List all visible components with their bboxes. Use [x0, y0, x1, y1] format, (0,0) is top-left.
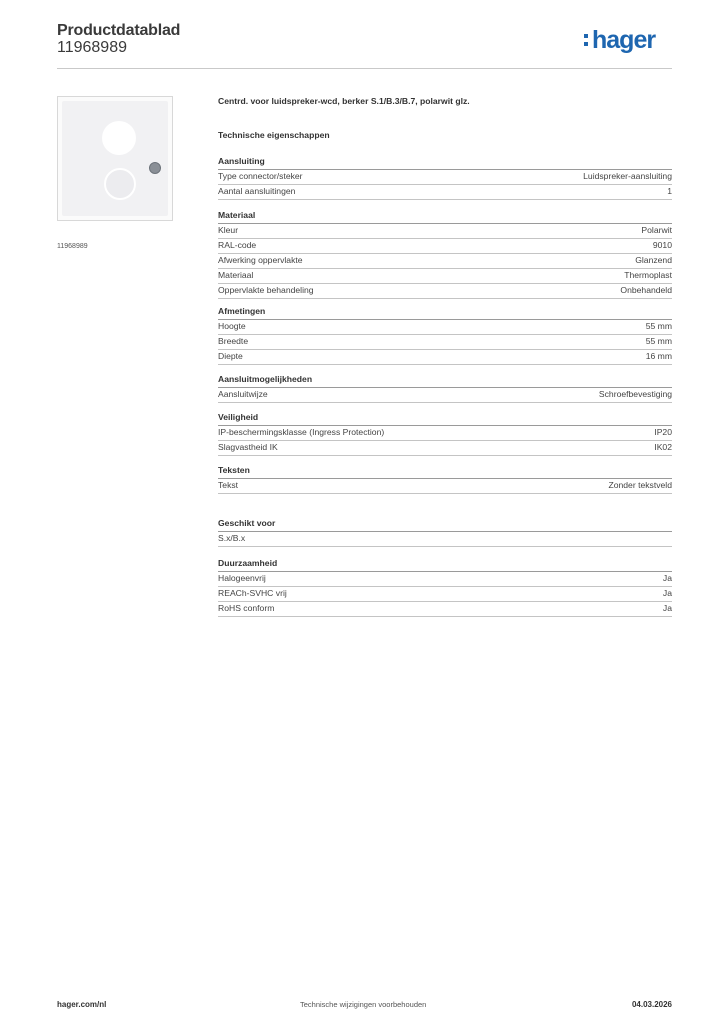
property-label: Aantal aansluitingen	[218, 186, 296, 196]
property-row	[218, 320, 672, 335]
property-row	[218, 388, 672, 403]
property-row	[218, 239, 672, 254]
property-row	[218, 350, 672, 365]
property-row	[218, 441, 672, 456]
section-aansluitmogelijkheden	[218, 373, 672, 403]
property-value: IP20	[654, 427, 672, 437]
property-label: RoHS conform	[218, 603, 275, 613]
section-title: Afmetingen	[218, 305, 672, 320]
property-row	[218, 572, 672, 587]
property-value: Thermoplast	[624, 270, 672, 280]
section-title: Aansluitmogelijkheden	[218, 373, 672, 388]
property-value: Luidspreker-aansluiting	[583, 171, 672, 181]
property-row	[218, 185, 672, 200]
speaker-hole-icon	[102, 121, 136, 155]
footer-disclaimer: Technische wijzigingen voorbehouden	[300, 1000, 427, 1009]
property-label: S.x/B.x	[218, 533, 246, 543]
section-aansluiting	[218, 155, 672, 200]
section-title: Veiligheid	[218, 411, 672, 426]
property-label: IP-beschermingsklasse (Ingress Protection)	[218, 427, 385, 437]
footer-date: 04.03.2026	[631, 1000, 672, 1009]
property-label: Oppervlakte behandeling	[218, 285, 314, 295]
property-value: Zonder tekstveld	[608, 480, 672, 490]
property-row	[218, 532, 672, 547]
page-title: Productdatablad	[57, 22, 181, 39]
property-value: 16 mm	[645, 351, 672, 361]
property-row	[218, 170, 672, 185]
property-label: RAL-code	[218, 240, 257, 250]
logo-dots-icon	[584, 34, 589, 50]
property-value: Glanzend	[635, 255, 672, 265]
section-veiligheid	[218, 411, 672, 456]
property-label: Hoogte	[218, 321, 246, 331]
section-title: Teksten	[218, 464, 672, 479]
property-value: Ja	[662, 573, 672, 583]
section-duurzaamheid	[218, 557, 672, 617]
property-label: Materiaal	[218, 270, 254, 280]
property-row	[218, 587, 672, 602]
footer-website-link[interactable]: hager.com/nl	[57, 1000, 107, 1009]
section-teksten	[218, 464, 672, 494]
property-value: Polarwit	[641, 225, 672, 235]
property-row	[218, 602, 672, 617]
section-title: Aansluiting	[218, 155, 672, 170]
section-afmetingen	[218, 305, 672, 365]
product-number: 11968989	[57, 39, 127, 56]
property-value: 55 mm	[645, 321, 672, 331]
screw-icon	[149, 162, 161, 174]
property-row	[218, 335, 672, 350]
property-value: 1	[667, 186, 672, 196]
hager-logo	[592, 26, 655, 56]
property-value: Ja	[662, 603, 672, 613]
property-row	[218, 269, 672, 284]
property-row	[218, 254, 672, 269]
cover-plate	[62, 101, 168, 216]
section-title: Duurzaamheid	[218, 557, 672, 572]
image-caption: 11968989	[57, 243, 88, 250]
property-label: Halogeenvrij	[218, 573, 266, 583]
property-value: Ja	[662, 588, 672, 598]
property-value: Onbehandeld	[620, 285, 672, 295]
section-title: Geschikt voor	[218, 517, 672, 532]
technical-properties-heading: Technische eigenschappen	[218, 130, 330, 140]
property-value: 9010	[652, 240, 672, 250]
property-label: Aansluitwijze	[218, 389, 268, 399]
property-value: Schroefbevestiging	[598, 389, 672, 399]
property-row	[218, 284, 672, 299]
property-value: IK02	[654, 442, 672, 452]
speaker-socket-icon	[104, 168, 136, 200]
property-row	[218, 426, 672, 441]
property-label: Type connector/steker	[218, 171, 303, 181]
property-label: REACh-SVHC vrij	[218, 588, 287, 598]
header-divider	[57, 68, 672, 69]
property-row	[218, 479, 672, 494]
property-label: Tekst	[218, 480, 239, 490]
property-row	[218, 224, 672, 239]
section-materiaal	[218, 209, 672, 299]
product-description: Centrd. voor luidspreker-wcd, berker S.1/B.3/B.7, polarwit glz.	[218, 96, 470, 106]
product-image	[57, 96, 173, 221]
property-label: Afwerking oppervlakte	[218, 255, 303, 265]
property-label: Breedte	[218, 336, 249, 346]
section-title: Materiaal	[218, 209, 672, 224]
section-geschikt-voor	[218, 517, 672, 547]
property-label: Kleur	[218, 225, 239, 235]
logo-text: hager	[592, 26, 656, 54]
property-label: Diepte	[218, 351, 243, 361]
property-label: Slagvastheid IK	[218, 442, 278, 452]
property-value: 55 mm	[645, 336, 672, 346]
